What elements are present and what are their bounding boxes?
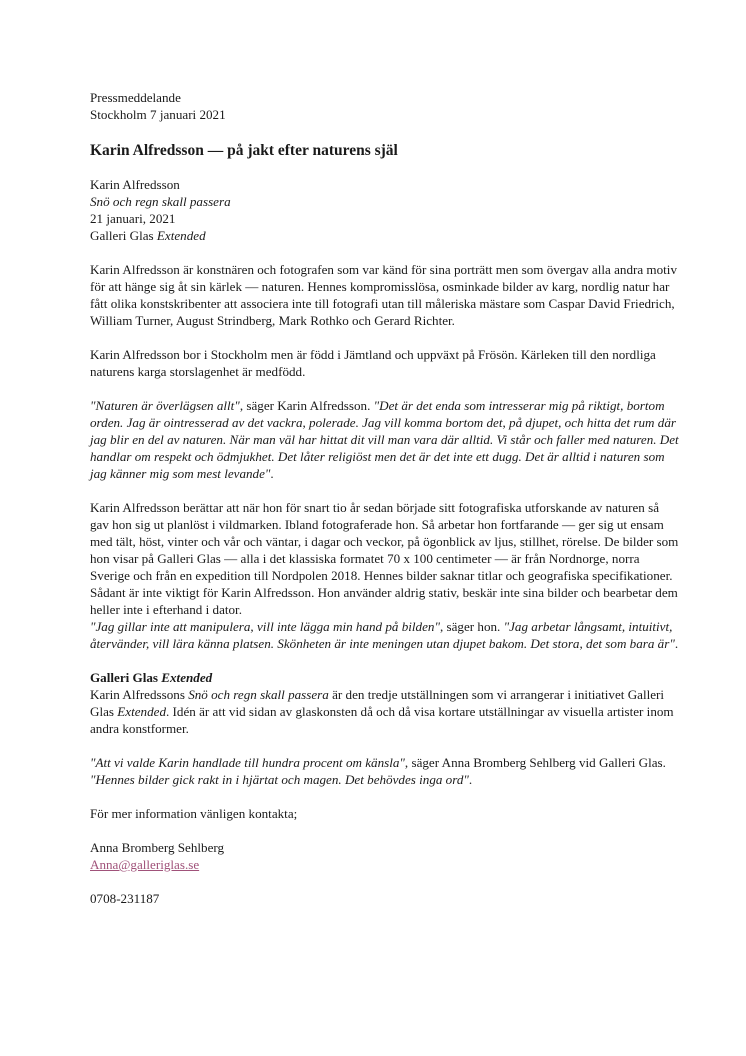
contact-email-link[interactable]: Anna@galleriglas.se (90, 857, 200, 872)
text-run: . (270, 466, 274, 481)
contact-block (90, 839, 680, 873)
exhibition-date: 21 januari, 2021 (90, 211, 176, 226)
venue (90, 228, 206, 243)
paragraph (90, 346, 680, 380)
text-run: . (674, 636, 679, 651)
text-run: , säger hon. (439, 619, 504, 634)
text-run: Karin Alfredsson är konstnären och fotografen som var känd för sina porträtt men som övergav alla andra motiv för att hänge sig åt sin kärlek — naturen. Hennes kompromisslösa, osminkade bilder av karg, nordlig natur har fått olika konstskribenter att associera inte till fotografi utan till måleriska mästare som Caspar David Friedrich, William Turner, August Strindberg, Mark Rothko och Gerard Richter. (90, 262, 677, 328)
paragraph (90, 397, 680, 482)
section-body (90, 686, 680, 737)
italic-text: "Jag gillar inte att manipulera, vill inte lägga min hand på bilden" (90, 619, 440, 634)
section-quote (90, 754, 680, 788)
quote-paragraph (90, 618, 680, 652)
text-run: Galleri Glas (90, 228, 157, 243)
contact-intro: För mer information vänligen kontakta; (90, 806, 298, 821)
section-heading (90, 669, 680, 686)
doc-label: Pressmeddelande (90, 90, 181, 105)
italic-text: "Att vi valde Karin handlade till hundra procent om känsla" (90, 755, 405, 770)
contact-phone: 0708-231187 (90, 891, 160, 906)
italic-text: Extended (161, 670, 213, 685)
text-run: . Idén är att vid sidan av glaskonsten då och då visa kortare utställningar av visuella artister inom andra konstformer. (90, 704, 674, 736)
text-run: . (468, 772, 473, 787)
contact-name: Anna Bromberg Sehlberg (90, 840, 225, 855)
text-run: är den tredje utställningen som vi arrangerar i initiativet Galleri Glas (90, 687, 665, 719)
exhibition-info (90, 176, 680, 244)
text-run: , säger Anna Bromberg Sehlberg vid Galleri Glas. (404, 755, 666, 770)
italic-text: Extended (117, 704, 166, 719)
paragraph (90, 499, 680, 618)
paragraph (90, 261, 680, 329)
italic-text: Snö och regn skall passera (188, 687, 329, 702)
italic-text: Extended (156, 228, 206, 243)
exhibition-name: Snö och regn skall passera (90, 194, 231, 209)
text-run: Karin Alfredsson bor i Stockholm men är född i Jämtland och uppväxt på Frösön. Kärleken till den nordliga naturens karga storslagenhet är medfödd. (90, 347, 656, 379)
italic-text: "Hennes bilder gick rakt in i hjärtat och magen. Det behövdes inga ord" (90, 772, 469, 787)
italic-text: "Naturen är överlägsen allt" (90, 398, 240, 413)
italic-text: "Jag arbetar långsamt, intuitivt, återvänder, vill lära känna platsen. Skönheten är inte meningen utan djupet bakom. Det stora, det som bara är" (90, 619, 675, 651)
press-release (90, 89, 680, 924)
text-run: Galleri Glas (90, 670, 162, 685)
text-run: , säger Karin Alfredsson. (239, 398, 374, 413)
text-run: Karin Alfredsson berättar att när hon för snart tio år sedan började sitt fotografiska utforskande av naturen så gav hon sig ut planlöst i vildmarken. Ibland fotograferade hon. Så arbetar hon fortfarande — ger sig ut ensam med tält, höst, vinter och vår och väntar, i dagar och veckor, på ögonblick av ljus, stillhet, rörelse. De bilder som hon visar på Galleri Glas — alla i det klassiska formatet 70 x 100 centimeter — är från Nordnorge, norra Sverige och från en expedition till Nordpolen 2018. Hennes bilder saknar titlar och geografiska specifikationer. Sådant är inte viktigt för Karin Alfredsson. Hon använder aldrig stativ, beskär inte sina bilder och bearbetar dem heller inte i efterhand i dator. (90, 500, 679, 617)
italic-text: "Det är det enda som intresserar mig på riktigt, bortom orden. Jag är ointresserad av det vackra, polerade. Jag vill komma bortom det, på djupet, och hitta det rum där jag blir en del av naturen. När man väl har hittat dit vill man vara där alltid. Vi står och faller med naturen. Det handlar om respekt och ödmjukhet. Det låter religiöst men det är det inte ett dugg. Det är alltid i naturen som jag känner mig som mest levande" (90, 398, 679, 481)
artist-name: Karin Alfredsson (90, 177, 180, 192)
place-date: Stockholm 7 januari 2021 (90, 107, 226, 122)
text-run: Karin Alfredssons (90, 687, 189, 702)
page-title: Karin Alfredsson — på jakt efter naturens själ (90, 142, 398, 159)
